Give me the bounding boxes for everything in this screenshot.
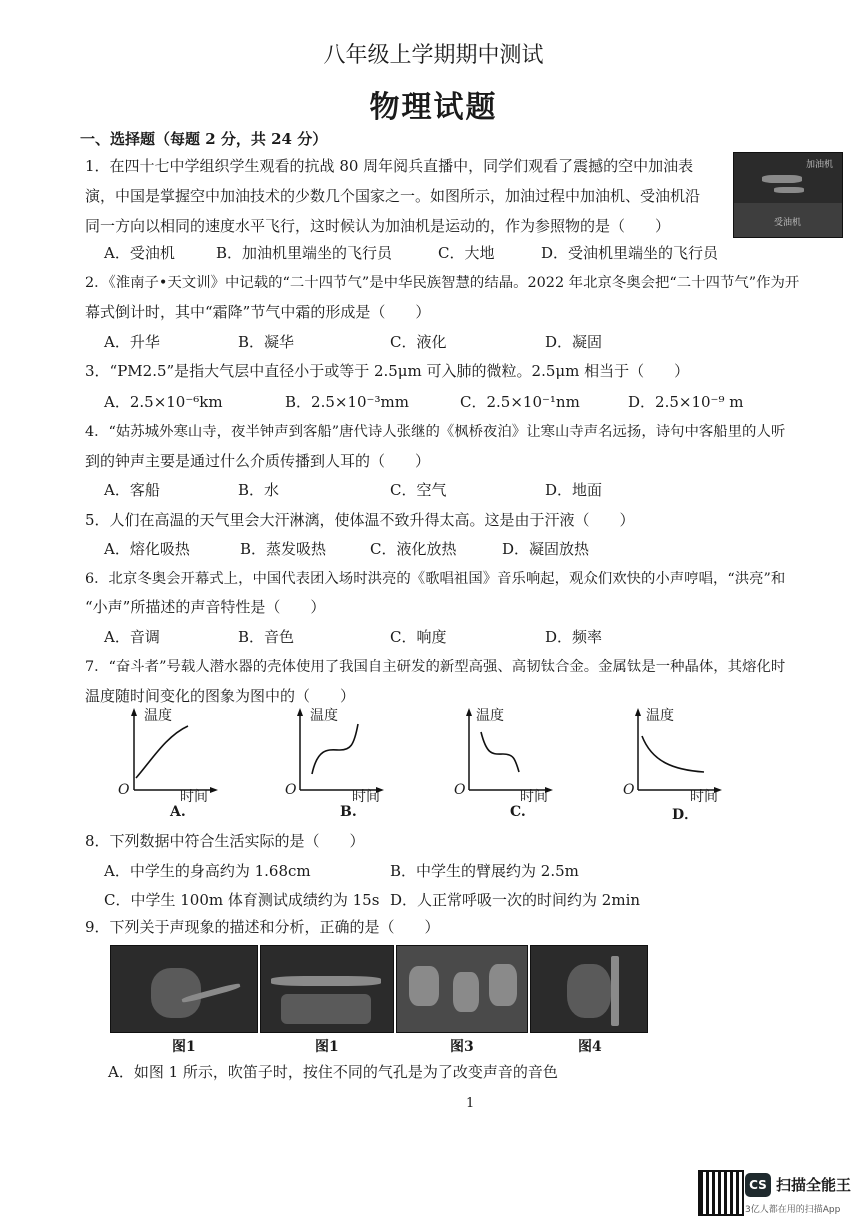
graph-a-caption: A.	[170, 804, 186, 820]
photo-label-tanker: 加油机	[806, 160, 834, 170]
q6-option-d: D．频率	[545, 628, 603, 646]
q6-option-a: A．音调	[104, 628, 160, 646]
q9-figure-2-instrument	[260, 945, 394, 1033]
graph-b-ylabel: 温度	[310, 708, 338, 724]
q2-line2: 幕式倒计时，其中“霜降”节气中霜的形成是（ ）	[85, 303, 431, 321]
q3-option-c: C．2.5×10⁻¹nm	[460, 393, 580, 411]
graph-c-xlabel: 时间	[520, 789, 548, 805]
exam-title: 物理试题	[369, 90, 498, 125]
page-number: 1	[466, 1096, 475, 1111]
q9-option-a: A．如图 1 所示，吹笛子时，按住不同的气孔是为了改变声音的音色	[108, 1063, 558, 1081]
q2-option-b: B．凝华	[238, 333, 295, 351]
q8-option-a: A．中学生的身高约为 1.68cm	[104, 862, 311, 880]
q9-caption-1: 图1	[172, 1039, 196, 1055]
app-tagline: 3亿人都在用的扫描App	[745, 1205, 841, 1215]
q8-option-c: C．中学生 100m 体育测试成绩约为 15s	[104, 891, 380, 909]
q1-line3: 同一方向以相同的速度水平飞行，这时候认为加油机是运动的，作为参照物的是（ ）	[85, 217, 671, 235]
refueling-photo	[733, 152, 843, 238]
q9-caption-2: 图1	[315, 1039, 339, 1055]
graph-a-ylabel: 温度	[144, 708, 172, 724]
q8-line1: 8．下列数据中符合生活实际的是（ ）	[85, 832, 365, 850]
q7-line2: 温度随时间变化的图象为图中的（ ）	[85, 687, 356, 705]
q6-line1: 6．北京冬奥会开幕式上，中国代表团入场时洪亮的《歌唱祖国》音乐响起，观众们欢快的小声哼唱，“洪亮”和	[85, 571, 786, 587]
graph-a-xlabel: 时间	[180, 789, 208, 805]
q6-option-c: C．响度	[390, 628, 447, 646]
app-name: 扫描全能王	[776, 1176, 852, 1194]
graph-b-xlabel: 时间	[352, 789, 380, 805]
q9-caption-3: 图3	[450, 1039, 474, 1055]
q2-option-c: C．液化	[390, 333, 447, 351]
qr-code-icon	[698, 1170, 744, 1216]
q5-option-a: A．熔化吸热	[104, 540, 190, 558]
graph-b-origin: O	[285, 782, 297, 798]
q9-figure-4-performance	[530, 945, 648, 1033]
graph-b-caption: B.	[340, 804, 357, 820]
graph-d-origin: O	[623, 782, 635, 798]
q3-option-b: B．2.5×10⁻³mm	[285, 393, 409, 411]
graph-c-origin: O	[454, 782, 466, 798]
q3-option-d: D．2.5×10⁻⁹ m	[628, 393, 744, 411]
q4-option-d: D．地面	[545, 481, 603, 499]
q5-line1: 5．人们在高温的天气里会大汗淋漓，使体温不致升得太高。这是由于汗液（ ）	[85, 511, 635, 529]
q1-option-c: C．大地	[438, 244, 495, 262]
q7-line1: 7．“奋斗者”号载人潜水器的壳体使用了我国自主研发的新型高强、高韧钛合金。金属钛是一种晶体，其熔化时	[85, 659, 786, 675]
q4-option-b: B．水	[238, 481, 280, 499]
q1-option-b: B．加油机里端坐的飞行员	[216, 244, 393, 262]
q5-option-d: D．凝固放热	[502, 540, 590, 558]
q9-figure-3-classroom	[396, 945, 528, 1033]
q2-option-d: D．凝固	[545, 333, 603, 351]
q2-option-a: A．升华	[104, 333, 160, 351]
graph-c-caption: C.	[510, 804, 526, 820]
q3-line1: 3．“PM2.5”是指大气层中直径小于或等于 2.5μm 可入肺的微粒。2.5μm 相当于（ ）	[85, 362, 690, 380]
q3-option-a: A．2.5×10⁻⁶km	[104, 393, 223, 411]
q4-option-a: A．客船	[104, 481, 160, 499]
graph-d-caption: D．	[672, 807, 699, 823]
q1-line1: 1．在四十七中学组织学生观看的抗战 80 周年阅兵直播中，同学们观看了震撼的空中加油表	[85, 157, 694, 175]
q5-option-c: C．液化放热	[370, 540, 457, 558]
q9-figure-1-flute	[110, 945, 258, 1033]
section-heading: 一、选择题（每题 2 分，共 24 分）	[80, 130, 328, 148]
q1-option-d: D．受油机里端坐的飞行员	[541, 244, 719, 262]
q4-line2: 到的钟声主要是通过什么介质传播到人耳的（ ）	[85, 452, 431, 470]
q6-option-b: B．音色	[238, 628, 295, 646]
graph-d-xlabel: 时间	[690, 789, 718, 805]
graph-a-origin: O	[118, 782, 130, 798]
q4-option-c: C．空气	[390, 481, 447, 499]
q9-line1: 9．下列关于声现象的描述和分析，正确的是（ ）	[85, 918, 440, 936]
q1-option-a: A．受油机	[104, 244, 175, 262]
q1-line2: 演，中国是掌握空中加油技术的少数几个国家之一。如图所示，加油过程中加油机、受油机沿	[85, 187, 701, 205]
q5-option-b: B．蒸发吸热	[240, 540, 327, 558]
camscanner-logo-icon: CS	[745, 1173, 771, 1197]
q6-line2: “小声”所描述的声音特性是（ ）	[85, 598, 326, 616]
photo-label-receiver: 受油机	[774, 218, 802, 228]
q8-option-b: B．中学生的臂展约为 2.5m	[390, 862, 579, 880]
q4-line1: 4．“姑苏城外寒山寺，夜半钟声到客船”唐代诗人张继的《枫桥夜泊》让寒山寺声名远扬，诗句中客船里的人听	[85, 424, 786, 440]
graph-c-ylabel: 温度	[476, 708, 504, 724]
q8-option-d: D．人正常呼吸一次的时间约为 2min	[390, 891, 641, 909]
exam-subtitle: 八年级上学期期中测试	[323, 43, 544, 68]
q9-caption-4: 图4	[578, 1039, 602, 1055]
graph-d-ylabel: 温度	[646, 708, 674, 724]
q2-line1: 2．《淮南子•天文训》中记载的“二十四节气”是中华民族智慧的结晶。2022 年北京冬奥会把“二十四节气”作为开	[85, 275, 800, 291]
